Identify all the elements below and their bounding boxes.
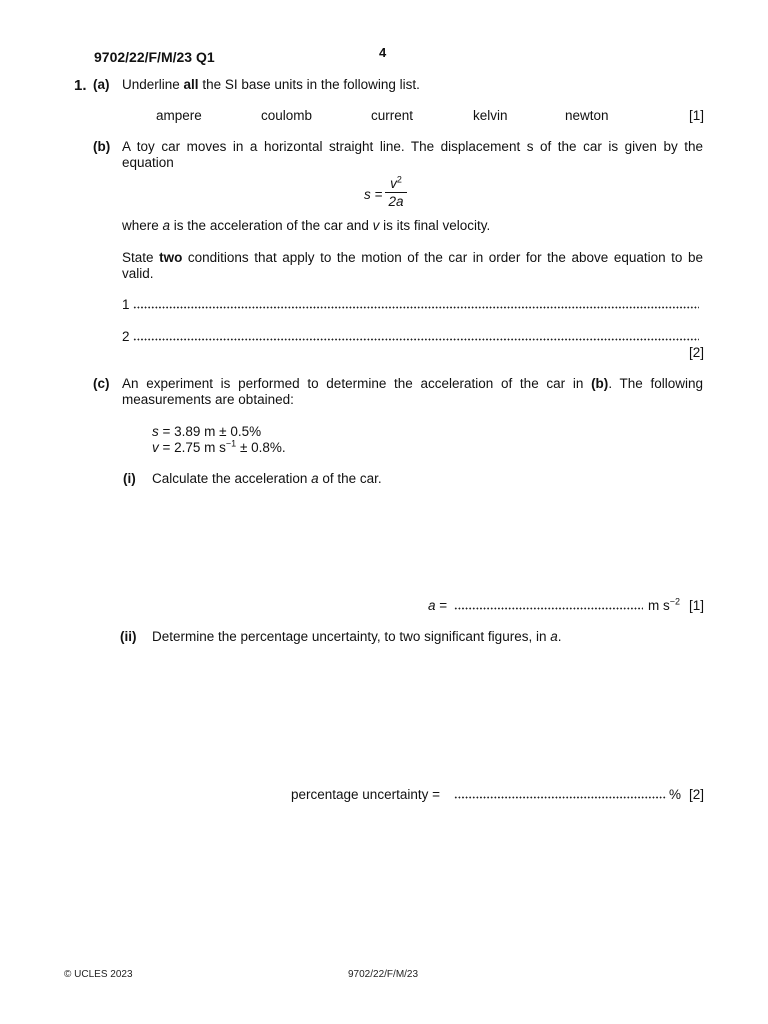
- footer-code: 9702/22/F/M/23: [348, 969, 419, 980]
- part-b-where: where a is the acceleration of the car and v is its final velocity.: [122, 218, 491, 233]
- sub-i-marks: [1]: [688, 598, 704, 613]
- option-newton[interactable]: newton: [565, 108, 609, 123]
- option-kelvin[interactable]: kelvin: [473, 108, 508, 123]
- sub-i-answer-label: a =: [428, 598, 448, 613]
- fraction-bar: [385, 192, 407, 193]
- paper-code: 9702/22/F/M/23 Q1: [94, 49, 215, 65]
- part-a-marks: [1]: [688, 108, 704, 123]
- dotted-line: [454, 789, 667, 799]
- part-c-text-line2: measurements are obtained:: [122, 392, 294, 407]
- part-b-marks: [2]: [688, 345, 704, 360]
- part-b-label: (b): [93, 139, 111, 154]
- dotted-line: [454, 600, 643, 610]
- page-number: 4: [379, 45, 387, 60]
- part-a-text: Underline all the SI base units in the following list.: [122, 77, 420, 92]
- part-b-state-line1: State two conditions that apply to the motion of the car in order for the above equation to be: [122, 250, 703, 265]
- option-coulomb[interactable]: coulomb: [261, 108, 313, 123]
- option-current[interactable]: current: [371, 108, 414, 123]
- sub-ii-unit: %: [669, 787, 682, 802]
- equation-fraction: [385, 176, 407, 209]
- answer-label-1: 1: [122, 297, 130, 312]
- equation-numerator: $v^2$: [390, 174, 402, 191]
- sub-i-unit: m $s^{-2}$: [648, 596, 681, 613]
- question-number: 1.: [74, 77, 87, 94]
- sub-ii-marks: [2]: [688, 787, 704, 802]
- part-a-label: (a): [93, 77, 110, 92]
- sub-i-answer-field[interactable]: [454, 598, 643, 613]
- equation-denominator: 2a: [388, 194, 404, 209]
- part-c-label: (c): [93, 376, 110, 391]
- footer-copyright: © UCLES 2023: [64, 969, 133, 980]
- equation-lhs: s =: [364, 187, 383, 202]
- sub-ii-answer-label: percentage uncertainty =: [291, 787, 440, 802]
- dotted-line: [133, 331, 699, 341]
- part-b-text-line1: A toy car moves in a horizontal straight line. The displacement s of the car is given by the: [122, 139, 703, 154]
- option-ampere[interactable]: ampere: [156, 108, 202, 123]
- answer-line-1[interactable]: [122, 297, 699, 312]
- sub-i-text: Calculate the acceleration a of the car.: [152, 471, 382, 486]
- answer-label-2: 2: [122, 329, 130, 344]
- sub-ii-answer-field[interactable]: [454, 787, 667, 802]
- part-b-state-line2: valid.: [122, 266, 154, 281]
- sub-i-label: (i): [123, 471, 136, 486]
- sub-ii-label: (ii): [120, 629, 137, 644]
- measurement-s: s = 3.89 m ± 0.5%: [152, 424, 262, 439]
- measurement-v: v = 2.75 m $s^{-1} \pm 0.8\%$.: [152, 438, 286, 455]
- dotted-line: [133, 299, 699, 309]
- answer-line-2[interactable]: [122, 329, 699, 344]
- part-c-text-line1: An experiment is performed to determine the acceleration of the car in (b). The following: [122, 376, 704, 391]
- part-b-text-line2: equation: [122, 155, 174, 170]
- sub-ii-text: Determine the percentage uncertainty, to two significant figures, in a.: [152, 629, 562, 644]
